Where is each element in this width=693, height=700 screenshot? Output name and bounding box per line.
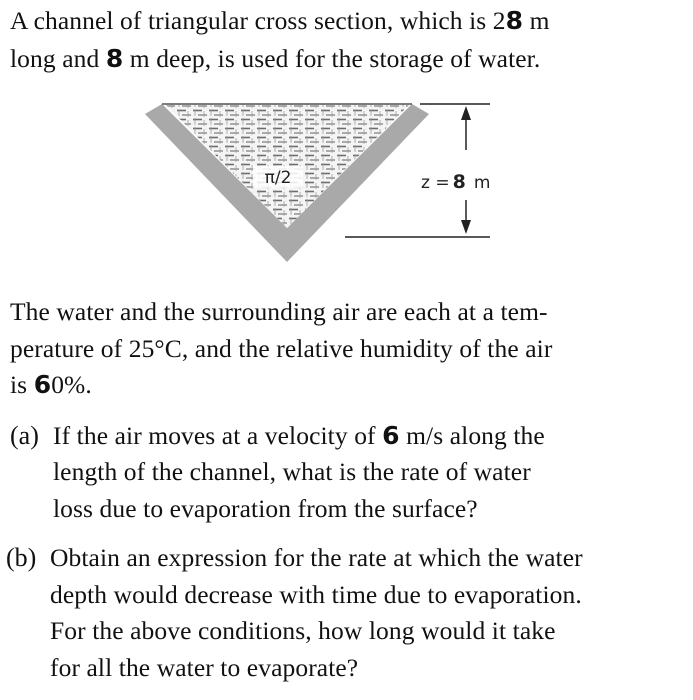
velocity-value: 6: [382, 421, 400, 450]
conditions-line-3: is 60%.: [10, 370, 92, 399]
depth-value: 8: [105, 44, 124, 73]
part-b-line-4: for all the water to evaporate?: [50, 653, 359, 682]
part-a-line-3: loss due to evaporation from the surface?: [53, 494, 478, 523]
part-a-line-1: If the air moves at a velocity of 6 m/s along the: [53, 421, 545, 450]
angle-label: π/2: [264, 168, 292, 188]
intro-line-2: long and 8 m deep, is used for the storage of water.: [10, 44, 541, 73]
intro-line-1: A channel of triangular cross section, which is 28 m: [10, 6, 550, 35]
part-b-line-1: Obtain an expression for the rate at which the water: [50, 543, 583, 572]
part-a-label: (a): [10, 421, 39, 450]
arrow-down-icon: [461, 220, 471, 234]
depth-label-value: 8: [452, 171, 466, 193]
part-a-line-2: length of the channel, what is the rate of water: [53, 457, 531, 486]
part-b-label: (b): [6, 543, 37, 572]
arrow-up-icon: [461, 106, 471, 120]
part-b-line-3: For the above conditions, how long would it take: [50, 616, 556, 645]
conditions-line-1: The water and the surrounding air are each at a tem-: [10, 297, 548, 326]
length-value: 8: [505, 6, 524, 35]
depth-label: z = 8 m: [421, 171, 491, 193]
conditions-line-2: perature of 25°C, and the relative humidity of the air: [10, 334, 553, 363]
humidity-value: 6: [33, 370, 52, 399]
part-b-line-2: depth would decrease with time due to evaporation.: [50, 580, 582, 609]
